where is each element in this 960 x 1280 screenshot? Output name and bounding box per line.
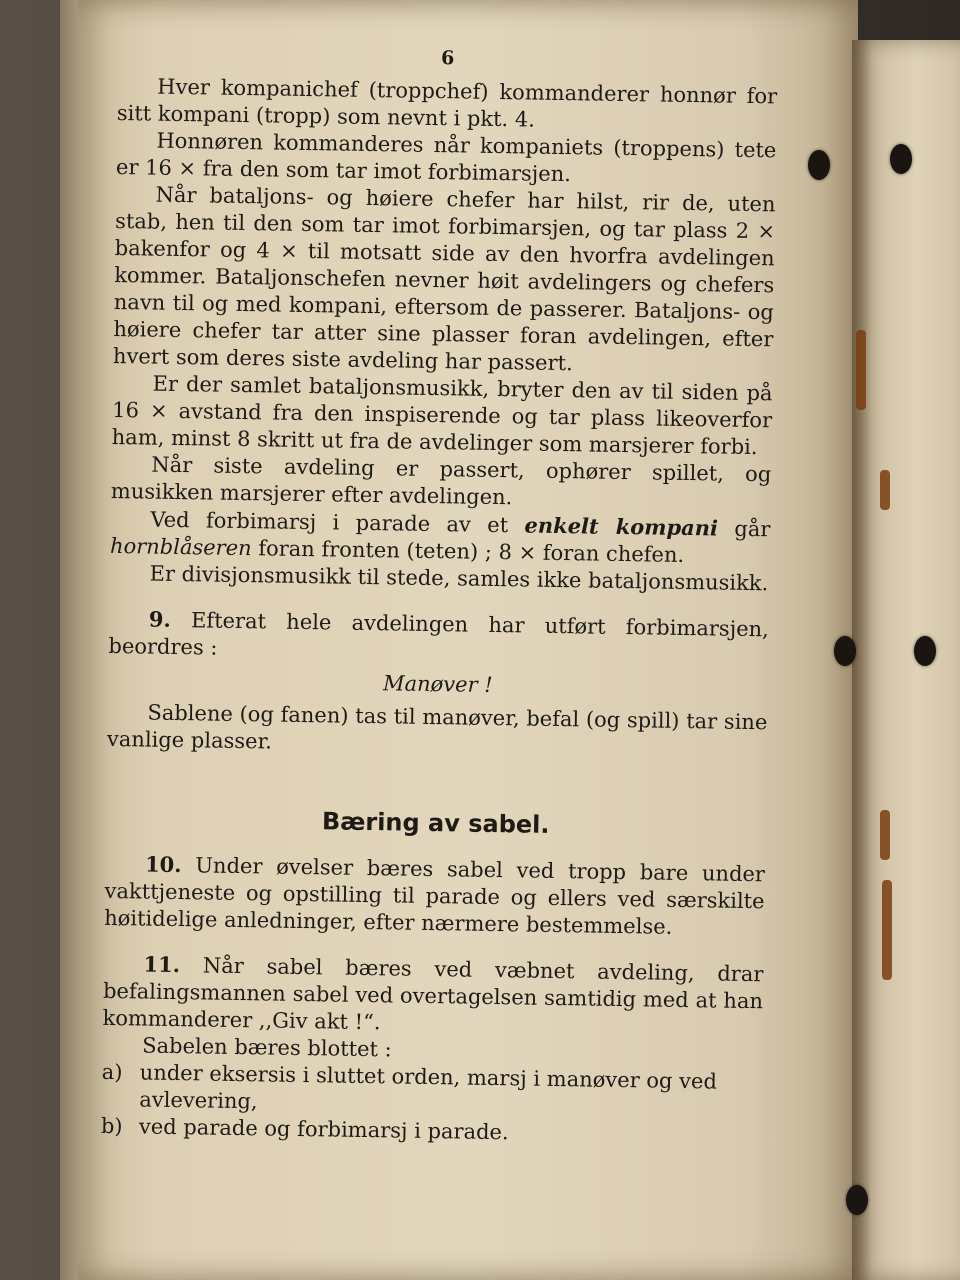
punch-hole [808,150,830,180]
rust-stain [880,470,890,510]
command-text: Manøver ! [382,671,493,697]
item-number: 11. [143,951,181,978]
paragraph: Hver kompanichef (troppchef) kommanderer honnør for sitt kompani (tropp) som nevnt i pkt. 4. [116,74,778,132]
item-number: 10. [144,851,182,878]
paragraph-enkelt-kompani [110,505,771,570]
item-10 [104,850,765,942]
list-text: under eksersis i sluttet orden, marsj i manøver og ved avlevering, [139,1060,718,1114]
text-run: foran fronten (teten) ; 8 × foran chefen. [251,536,685,567]
section-title: Bæring av sabel. [321,807,550,839]
item-text: Når sabel bæres ved væbnet avdeling, drar befalingsmannen sabel ved overtagelsen samtidig med at han kommanderer ,,Giv akt !“. [102,953,764,1035]
paragraph: Sabelen bæres blottet : [142,1033,392,1062]
page-text [101,40,778,1150]
list-text: ved parade og forbimarsj i parade. [138,1114,509,1145]
punch-hole [890,144,912,174]
rust-stain [882,880,892,980]
paragraph: Er divisjonsmusikk til stede, samles ikke bataljonsmusikk. [149,561,769,596]
item-number: 9. [148,606,172,632]
paragraph: Honnøren kommanderes når kompaniets (troppens) tete er 16 × fra den som tar imot forbimarsjen. [115,128,777,187]
paragraph: Er der samlet bataljonsmusikk, bryter den av til siden på 16 × avstand fra den inspiserende og tar plass likeoverfor ham, minst 8 skritt ut fra de avdelinger som marsjerer forbi. [111,371,773,460]
facing-page-edge [852,40,960,1280]
list-marker: a) [101,1059,123,1085]
item-text: Efterat hele avdelingen har utført forbimarsjen, beordres : [108,608,770,660]
rust-stain [856,330,866,410]
list-marker: b) [100,1113,123,1139]
punch-hole [834,636,856,666]
paragraph: Når bataljons- og høiere chefer har hilst, rir de, uten stab, hen til den som tar imot forbimarsjen, og tar plass 2 × bakenfor og 4 × til motsatt side av den hvorfra avdelingen kommer. Bataljonschefen nevner høit avdelingers og chefers navn til og med kompani, eftersom de passerer. Bataljons- og høiere chefer tar atter sine plasser foran avdelingen, efter hvert som deres siste avdeling har passert. [112,182,776,376]
item-text: Under øvelser bæres sabel ved tropp bare under vakttjeneste og opstilling til parade og ellers ved særskilte høitidelige anledninger, efter nærmere bestemmelse. [104,853,766,939]
rust-stain [880,810,890,860]
paragraph: Sablene (og fanen) tas til manøver, befal (og spill) tar sine vanlige plasser. [106,700,768,754]
item-9 [108,605,769,670]
punch-hole [846,1185,868,1215]
punch-hole [914,636,936,666]
paragraph: Når siste avdeling er passert, ophører spillet, og musikken marsjerer efter avdelingen. [110,452,772,510]
text-run: Ved forbimarsj i parade av et [150,507,525,538]
text-run: går [717,516,771,542]
emphasis-text: hornblåseren [109,533,252,561]
item-11 [102,950,763,1042]
emphasis-text: enkelt kompani [524,512,719,541]
page-number: 6 [440,47,455,70]
